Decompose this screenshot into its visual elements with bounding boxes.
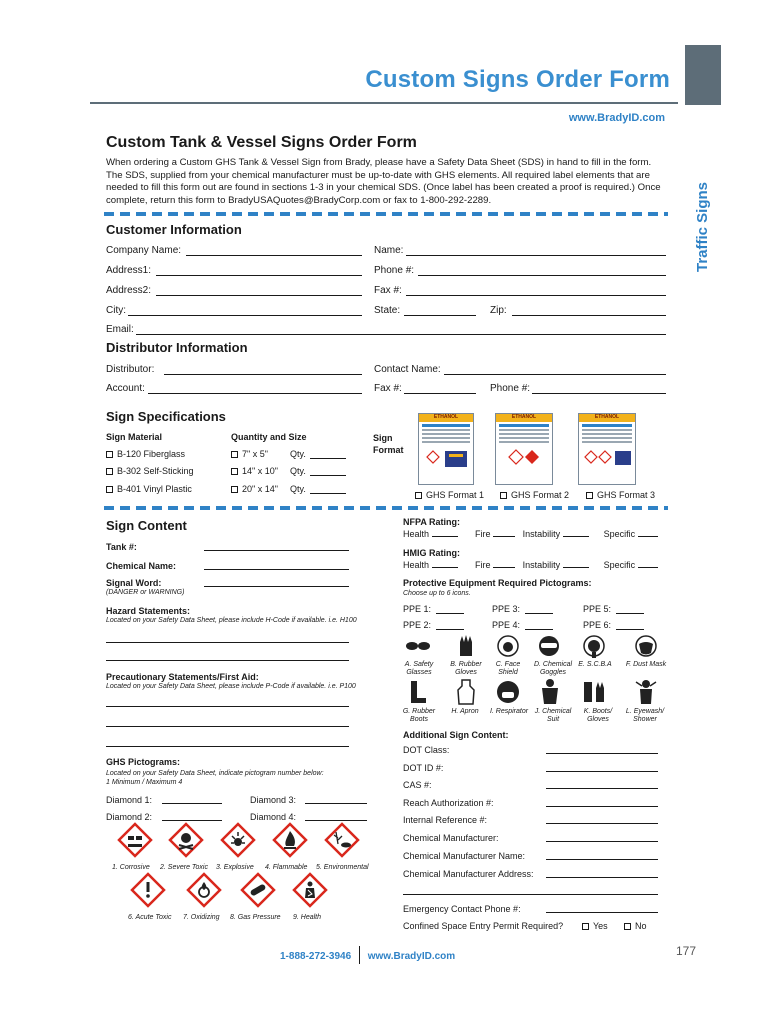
checkbox[interactable] <box>582 923 589 930</box>
size-option[interactable]: 7" x 5" <box>231 449 268 459</box>
format-banner: ETHANOL <box>496 414 552 422</box>
zip-field[interactable] <box>512 315 666 316</box>
manufacturer-name-label: Chemical Manufacturer Name: <box>403 851 526 861</box>
footer-url[interactable]: www.BradyID.com <box>367 951 456 962</box>
confined-yes[interactable]: Yes <box>582 921 608 931</box>
checkbox[interactable] <box>500 492 507 499</box>
eyewash-icon <box>636 680 656 704</box>
format-option[interactable]: GHS Format 3 <box>586 490 655 500</box>
ppe-caption: I. Respirator <box>489 708 529 715</box>
ppe-caption: E. S.C.B.A <box>578 661 612 668</box>
ppe-5-label: PPE 5: <box>583 604 612 614</box>
dist-phone-field[interactable] <box>532 393 666 394</box>
ppe-5-field[interactable] <box>616 613 644 614</box>
additional-heading: Additional Sign Content: <box>403 730 509 740</box>
header-rule <box>90 102 678 104</box>
chemical-suit-icon <box>542 679 558 704</box>
address2-label: Address2: <box>106 285 152 296</box>
page-title: Custom Signs Order Form <box>365 66 670 93</box>
tank-field[interactable] <box>204 550 349 551</box>
page-number: 177 <box>676 944 697 958</box>
size-option[interactable]: 14" x 10" <box>231 466 278 476</box>
ppe-caption: C. Face Shield <box>495 661 521 676</box>
side-tab-label: Traffic Signs <box>694 181 711 272</box>
distributor-heading: Distributor Information <box>106 340 248 355</box>
account-label: Account: <box>106 383 145 394</box>
hazard-note: Located on your Safety Data Sheet, please include H-Code if available. i.e. H100 <box>106 617 357 624</box>
ppe-1-field[interactable] <box>436 613 464 614</box>
corrosive-icon <box>119 824 151 856</box>
format-banner: ETHANOL <box>579 414 635 422</box>
manufacturer-field[interactable] <box>546 841 658 842</box>
fax-field[interactable] <box>406 295 666 296</box>
footer <box>280 946 455 964</box>
ppe-heading: Protective Equipment Required Pictograms: <box>403 578 592 588</box>
contact-label: Contact Name: <box>374 364 441 375</box>
signal-label: Signal Word: <box>106 578 162 588</box>
state-field[interactable] <box>404 315 476 316</box>
manufacturer-address-label: Chemical Manufacturer Address: <box>403 869 534 879</box>
contact-field[interactable] <box>444 374 666 375</box>
checkbox[interactable] <box>106 468 113 475</box>
ghs-note: 1 Minimum / Maximum 4 <box>106 779 183 786</box>
material-option[interactable]: B-120 Fiberglass <box>106 449 185 459</box>
divider <box>104 212 668 216</box>
zip-label: Zip: <box>490 305 507 316</box>
ppe-caption: A. Safety Glasses <box>404 661 434 676</box>
reach-field[interactable] <box>546 806 658 807</box>
address1-field[interactable] <box>156 275 362 276</box>
footer-phone: 1-888-272-3946 <box>280 951 352 962</box>
manufacturer-label: Chemical Manufacturer: <box>403 833 499 843</box>
form-title: Custom Tank & Vessel Signs Order Form <box>106 134 417 151</box>
tank-label: Tank #: <box>106 542 137 552</box>
format-1-image <box>418 413 474 485</box>
ppe-caption: G. Rubber Boots <box>402 708 436 723</box>
precaution-note: Located on your Safety Data Sheet, please include P-Code if available. i.e. P100 <box>106 683 356 690</box>
size-option[interactable]: 20" x 14" <box>231 484 278 494</box>
dot-class-label: DOT Class: <box>403 745 450 755</box>
cas-label: CAS #: <box>403 780 432 790</box>
pictogram-caption: 1. Corrosive <box>112 864 150 871</box>
precaution-line[interactable] <box>106 746 349 747</box>
company-label: Company Name: <box>106 245 182 256</box>
ppe-caption: J. Chemical Suit <box>534 708 572 723</box>
address1-label: Address1: <box>106 265 152 276</box>
ghs-label: GHS Pictograms: <box>106 757 181 767</box>
ppe-3-field[interactable] <box>525 613 553 614</box>
hmig-row: Health Fire Instability Specific <box>403 560 658 570</box>
footer-divider <box>359 946 360 964</box>
checkbox[interactable] <box>106 486 113 493</box>
name-field[interactable] <box>406 255 666 256</box>
phone-label: Phone #: <box>374 265 415 276</box>
checkbox[interactable] <box>415 492 422 499</box>
email-field[interactable] <box>136 334 666 335</box>
ppe-caption: F. Dust Mask <box>625 661 667 668</box>
checkbox[interactable] <box>624 923 631 930</box>
pictogram-caption: 9. Health <box>293 914 322 921</box>
name-label: Name: <box>374 245 404 256</box>
qty-field[interactable] <box>310 458 346 459</box>
scba-icon <box>584 636 604 658</box>
checkbox[interactable] <box>231 486 238 493</box>
header-url[interactable]: www.BradyID.com <box>568 112 665 124</box>
phone-field[interactable] <box>418 275 666 276</box>
diamond-2-field[interactable] <box>162 820 222 821</box>
ppe-note: Choose up to 6 icons. <box>403 590 471 597</box>
format-3-pictos <box>579 445 635 475</box>
ppe-2-label: PPE 2: <box>403 620 432 630</box>
ppe-caption: L. Eyewash/ Shower <box>625 708 665 723</box>
apron-icon <box>458 680 474 704</box>
manufacturer-address-field[interactable] <box>546 877 658 878</box>
ppe-1-label: PPE 1: <box>403 604 432 614</box>
diamond-1-field[interactable] <box>162 803 222 804</box>
qty-label: Qty. <box>290 484 306 494</box>
format-1-pictos <box>419 445 473 475</box>
hmig-label: HMIG Rating: <box>403 548 460 558</box>
precaution-line[interactable] <box>106 726 349 727</box>
fax-label: Fax #: <box>374 285 402 296</box>
company-field[interactable] <box>186 255 362 256</box>
qty-field[interactable] <box>310 475 346 476</box>
chemical-field[interactable] <box>204 569 349 570</box>
hazard-line[interactable] <box>106 642 349 643</box>
material-option[interactable]: B-302 Self-Sticking <box>106 466 194 476</box>
pictogram-caption: 5. Environmental <box>316 864 369 871</box>
respirator-icon <box>497 681 519 703</box>
format-option[interactable]: GHS Format 1 <box>415 490 484 500</box>
email-label: Email: <box>106 324 134 335</box>
hazard-line[interactable] <box>106 660 349 661</box>
ppe-caption: H. Apron <box>451 708 479 715</box>
qty-field[interactable] <box>310 493 346 494</box>
gloves-icon <box>460 635 472 656</box>
dist-fax-field[interactable] <box>404 393 476 394</box>
internal-ref-label: Internal Reference #: <box>403 815 488 825</box>
precaution-label: Precautionary Statements/First Aid: <box>106 672 259 682</box>
hazard-label: Hazard Statements: <box>106 606 191 616</box>
qty-label: Qty. <box>290 466 306 476</box>
dot-id-label: DOT ID #: <box>403 763 444 773</box>
boots-icon <box>411 681 426 703</box>
boots-gloves-icon <box>584 682 604 702</box>
signal-field[interactable] <box>204 586 349 587</box>
specs-heading: Sign Specifications <box>106 409 226 424</box>
format-3-image <box>578 413 636 485</box>
ppe-caption: K. Boots/ Gloves <box>583 708 613 723</box>
ppe-caption: D. Chemical Goggles <box>533 661 573 676</box>
material-header: Sign Material <box>106 432 163 442</box>
safety-glasses-icon <box>406 642 430 650</box>
face-shield-icon <box>498 636 518 656</box>
signal-note: (DANGER or WARNING) <box>106 589 185 596</box>
distributor-field[interactable] <box>164 374 362 375</box>
ppe-6-label: PPE 6: <box>583 620 612 630</box>
manufacturer-name-field[interactable] <box>546 859 658 860</box>
format-2-image <box>495 413 553 485</box>
pictogram-caption: 8. Gas Pressure <box>230 914 281 921</box>
ppe-6-field[interactable] <box>616 629 644 630</box>
chemical-label: Chemical Name: <box>106 561 177 571</box>
ppe-2-field[interactable] <box>436 629 464 630</box>
pictogram-caption: 2. Severe Toxic <box>160 864 208 871</box>
divider <box>104 506 668 510</box>
ppe-caption: B. Rubber Gloves <box>450 661 482 676</box>
content-heading: Sign Content <box>106 518 187 533</box>
qty-label: Qty. <box>290 449 306 459</box>
diamond-1-label: Diamond 1: <box>106 795 153 805</box>
dust-mask-icon <box>636 636 656 656</box>
checkbox[interactable] <box>586 492 593 499</box>
dist-fax-label: Fax #: <box>374 383 402 394</box>
environment-icon <box>326 824 358 856</box>
format-banner: ETHANOL <box>419 414 473 422</box>
customer-heading: Customer Information <box>106 222 242 237</box>
reach-label: Reach Authorization #: <box>403 798 494 808</box>
address2-field[interactable] <box>156 295 362 296</box>
state-label: State: <box>374 305 401 316</box>
diamond-3-field[interactable] <box>305 803 367 804</box>
account-field[interactable] <box>148 393 362 394</box>
pictogram-caption: 7. Oxidizing <box>183 914 220 921</box>
diamond-4-label: Diamond 4: <box>250 812 297 822</box>
checkbox[interactable] <box>231 468 238 475</box>
intro-text: When ordering a Custom GHS Tank & Vessel Sign from Brady, please have a Safety Data Sheet (SDS) in hand to fill in the form. The SDS, supplied from your chemical manufacturer must be up-to-date with GHS elements. All required label elements that are needed to fill this form out are found in sections 1-3 in your chemical SDS. (Once label has been created a proof is required.) Once complete, return this form to BradyUSAQuotes@BradyCorp.com or fax to 1-800-292-2289. <box>106 157 661 206</box>
city-field[interactable] <box>128 315 362 316</box>
format-option[interactable]: GHS Format 2 <box>500 490 569 500</box>
emergency-field[interactable] <box>546 912 658 913</box>
side-tab-block <box>685 45 721 105</box>
pictogram-caption: 4. Flammable <box>265 864 308 871</box>
city-label: City: <box>106 305 126 316</box>
internal-ref-field[interactable] <box>546 823 658 824</box>
ppe-4-label: PPE 4: <box>492 620 521 630</box>
nfpa-label: NFPA Rating: <box>403 517 460 527</box>
dist-phone-label: Phone #: <box>490 383 531 394</box>
cas-field[interactable] <box>546 788 658 789</box>
manufacturer-address-field-2[interactable] <box>403 894 658 895</box>
material-option[interactable]: B-401 Vinyl Plastic <box>106 484 192 494</box>
nfpa-row: Health Fire Instability Specific <box>403 529 658 539</box>
qty-header: Quantity and Size <box>231 432 307 442</box>
checkbox[interactable] <box>106 451 113 458</box>
pictogram-caption: 6. Acute Toxic <box>128 914 172 921</box>
ppe-4-field[interactable] <box>525 629 553 630</box>
pictogram-caption: 3. Explosive <box>216 864 254 871</box>
checkbox[interactable] <box>231 451 238 458</box>
ppe-3-label: PPE 3: <box>492 604 521 614</box>
diamond-4-field[interactable] <box>305 820 367 821</box>
dot-id-field[interactable] <box>546 771 658 772</box>
precaution-line[interactable] <box>106 706 349 707</box>
emergency-label: Emergency Contact Phone #: <box>403 904 521 914</box>
confined-no[interactable]: No <box>624 921 647 931</box>
diamond-3-label: Diamond 3: <box>250 795 297 805</box>
format-2-pictos <box>496 445 552 475</box>
goggles-icon <box>539 636 559 656</box>
distributor-label: Distributor: <box>106 364 155 375</box>
format-header: Sign Format <box>373 433 404 455</box>
ghs-note: Located on your Safety Data Sheet, indicate pictogram number below: <box>106 770 324 777</box>
confined-label: Confined Space Entry Permit Required? <box>403 921 564 931</box>
diamond-2-label: Diamond 2: <box>106 812 153 822</box>
dot-class-field[interactable] <box>546 753 658 754</box>
